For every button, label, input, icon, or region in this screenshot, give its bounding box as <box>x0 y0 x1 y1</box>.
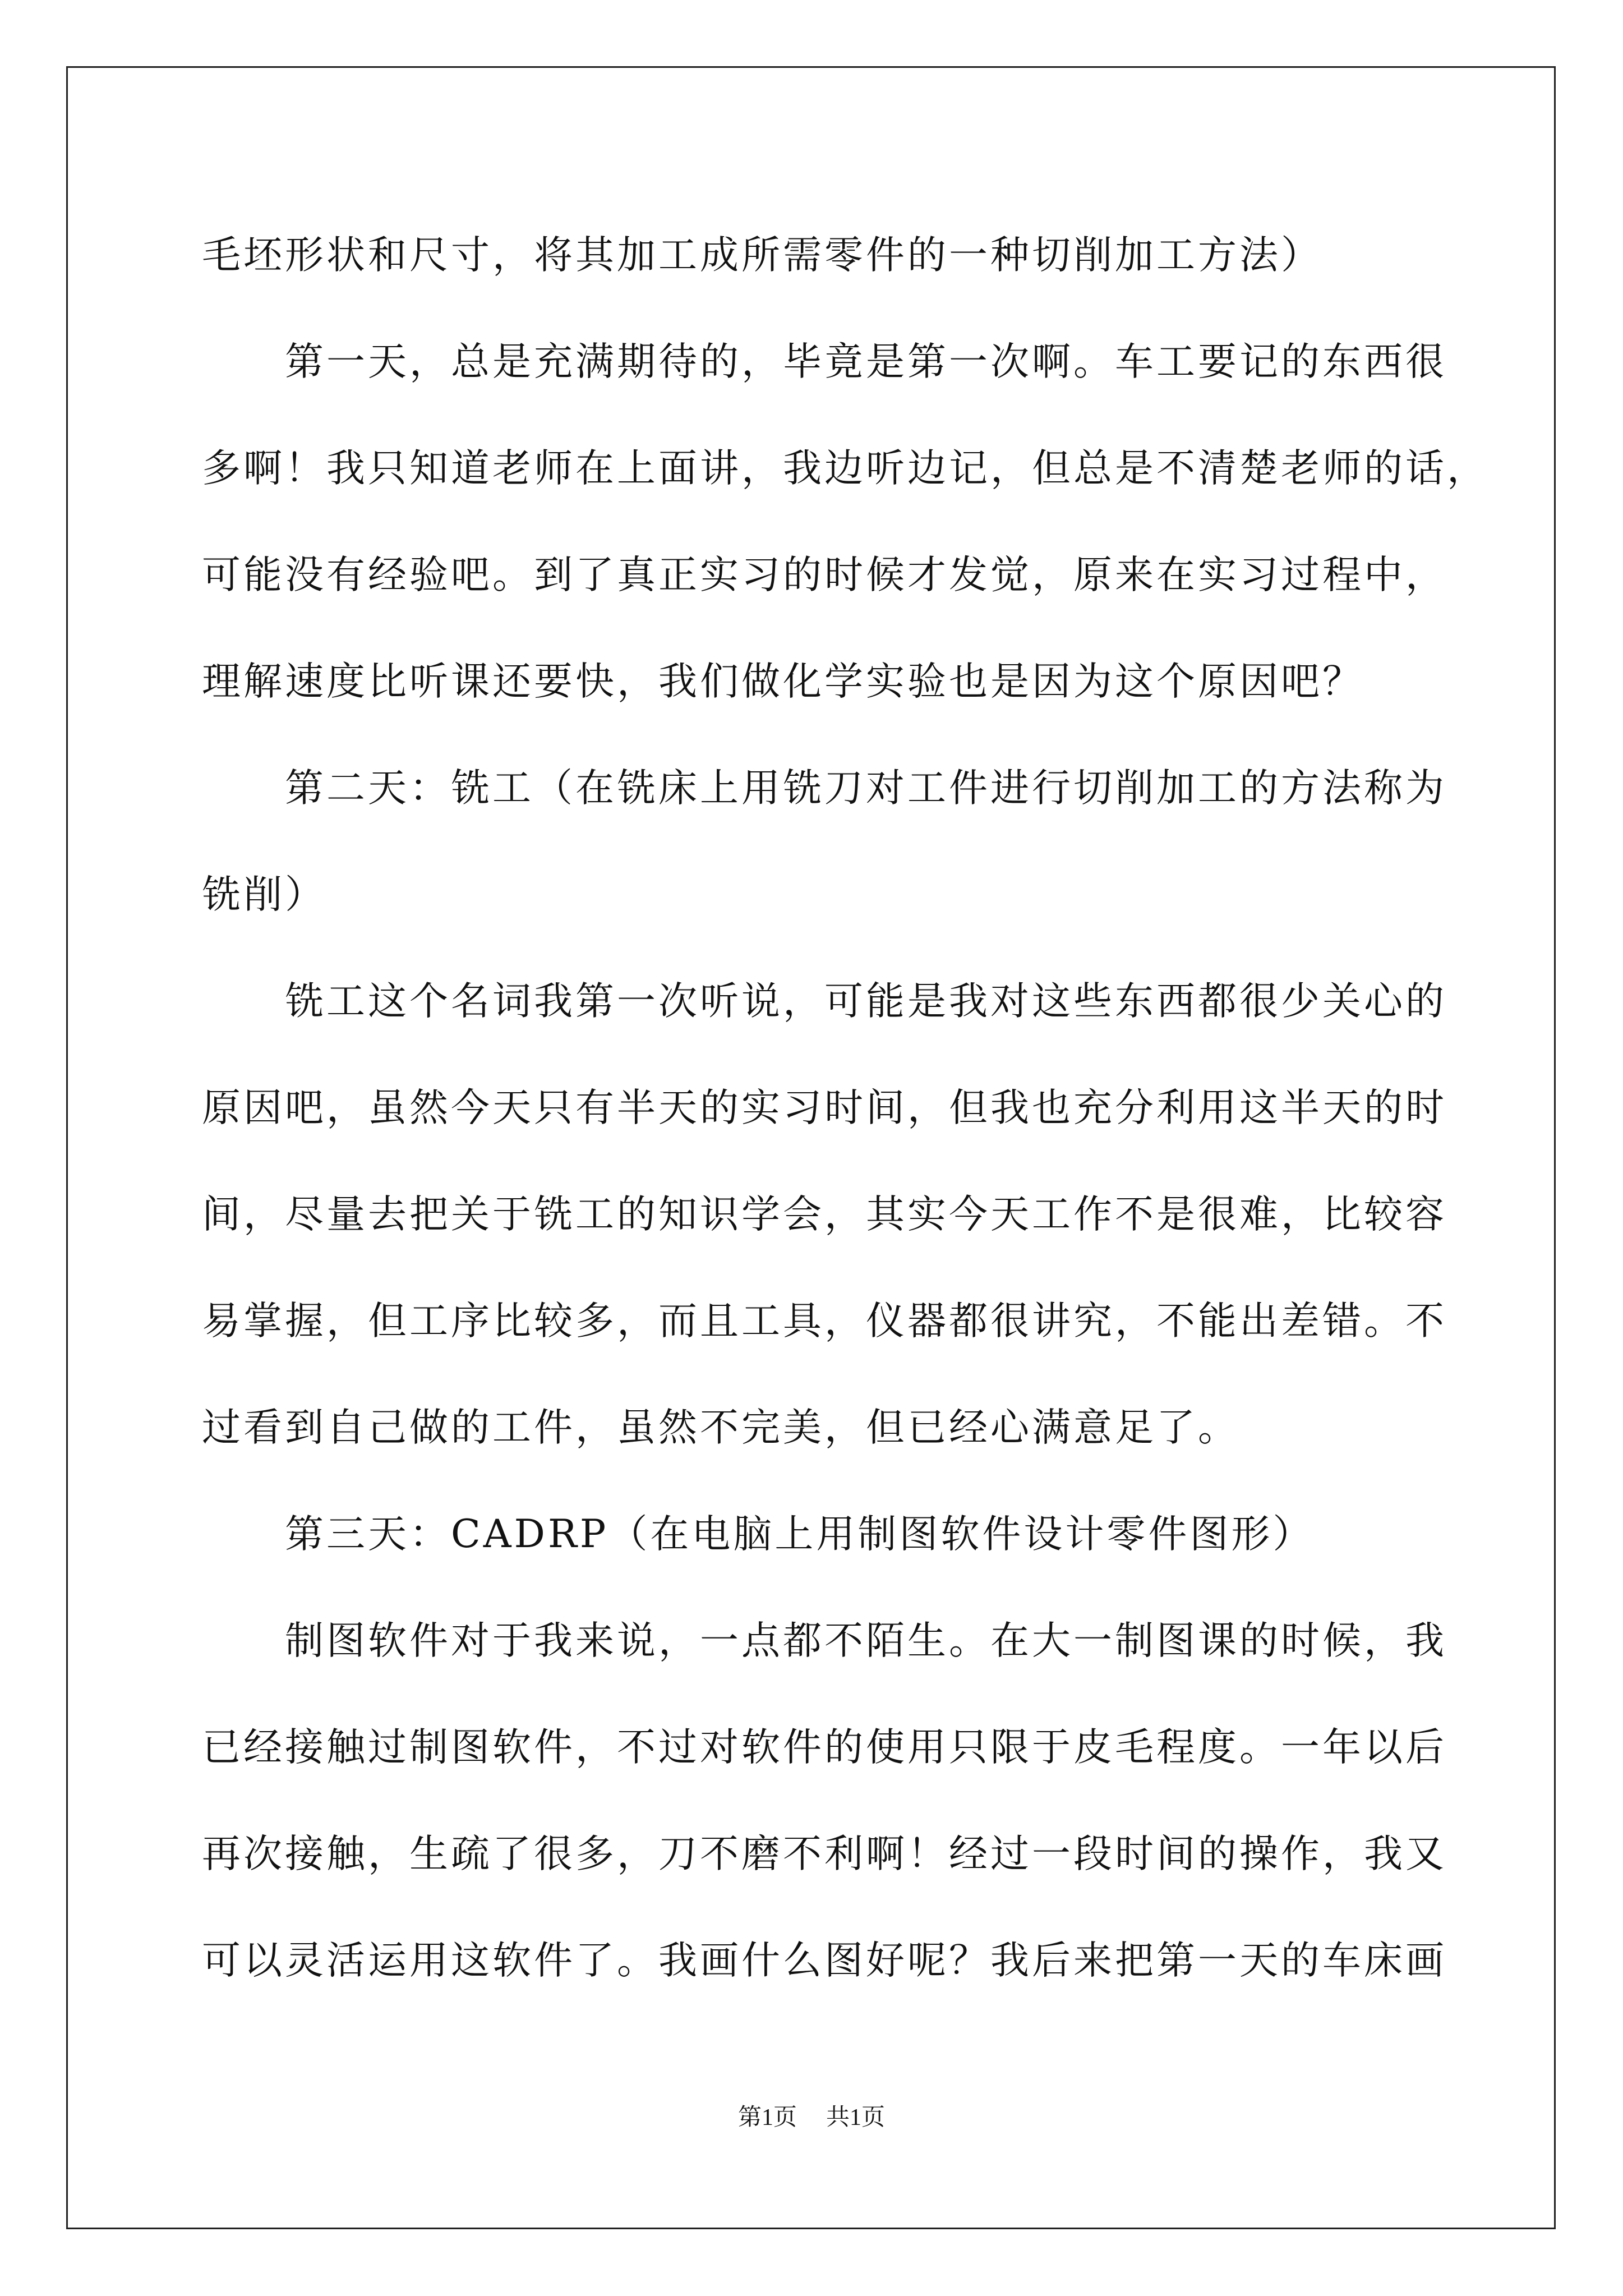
text-line: 多啊！我只知道老师在上面讲，我边听边记，但总是不清楚老师的话， <box>202 446 1488 491</box>
text-line: 铣工这个名词我第一次听说，可能是我对这些东西都很少关心的 <box>285 979 1447 1024</box>
text-line: 第二天：铣工（在铣床上用铣刀对工件进行切削加工的方法称为 <box>285 766 1447 811</box>
text-line: 第三天：CADRP（在电脑上用制图软件设计零件图形） <box>285 1512 1315 1557</box>
text-line: 过看到自己做的工件，虽然不完美，但已经心满意足了。 <box>202 1405 1239 1450</box>
text-line: 第一天，总是充满期待的，毕竟是第一次啊。车工要记的东西很 <box>285 339 1447 384</box>
text-line: 制图软件对于我来说，一点都不陌生。在大一制图课的时候，我 <box>285 1618 1447 1663</box>
text-line: 再次接触，生疏了很多，刀不磨不利啊！经过一段时间的操作，我又 <box>202 1832 1447 1876</box>
text-line: 可以灵活运用这软件了。我画什么图好呢？我后来把第一天的车床画 <box>202 1938 1447 1983</box>
page-total: 共1页 <box>826 2105 886 2131</box>
text-line: 理解速度比听课还要快，我们做化学实验也是因为这个原因吧？ <box>202 659 1364 704</box>
text-line: 易掌握，但工序比较多，而且工具，仪器都很讲究，不能出差错。不 <box>202 1299 1447 1343</box>
text-line: 间，尽量去把关于铣工的知识学会，其实今天工作不是很难，比较容 <box>202 1192 1447 1237</box>
page-footer <box>0 2101 1623 2134</box>
page-number: 第1页 <box>737 2105 797 2131</box>
text-line: 可能没有经验吧。到了真正实习的时候才发觉，原来在实习过程中， <box>202 553 1447 597</box>
text-line: 铣削） <box>202 872 326 917</box>
text-line: 已经接触过制图软件，不过对软件的使用只限于皮毛程度。一年以后 <box>202 1725 1447 1770</box>
text-line: 毛坯形状和尺寸，将其加工成所需零件的一种切削加工方法） <box>202 233 1322 278</box>
document-body <box>202 202 1488 2014</box>
text-line: 原因吧，虽然今天只有半天的实习时间，但我也充分利用这半天的时 <box>202 1085 1447 1130</box>
